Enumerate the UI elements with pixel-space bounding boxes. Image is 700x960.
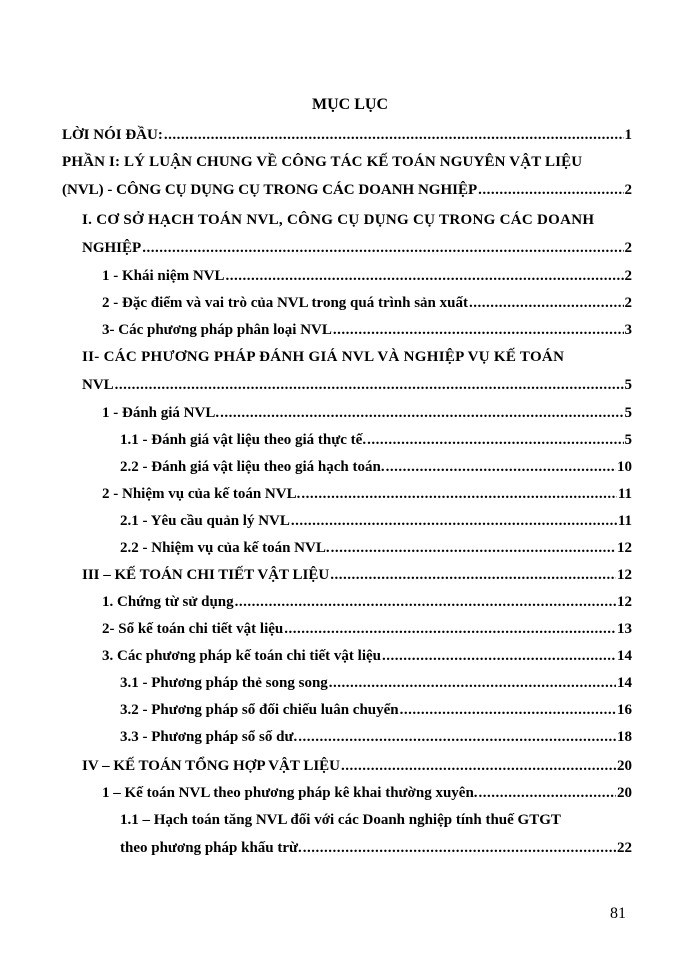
leader-dots xyxy=(220,404,623,422)
toc-page-number: 13 xyxy=(617,621,632,637)
toc-entry-3-1[interactable] xyxy=(102,593,632,611)
leader-dots xyxy=(330,566,616,584)
toc-entry-2-2[interactable] xyxy=(102,485,632,503)
toc-entry-4-1-1[interactable] xyxy=(120,811,632,857)
toc-entry-label: 3.2 - Phương pháp sổ đối chiếu luân chuyển xyxy=(120,702,399,718)
toc-entry-2-1-1[interactable] xyxy=(120,431,632,449)
toc-page-number: 12 xyxy=(617,567,632,583)
toc-entry-label: 3- Các phương pháp phân loại NVL xyxy=(102,322,332,338)
toc-entry-label: 1 – Kế toán NVL theo phương pháp kê khai thường xuyên. xyxy=(102,785,478,801)
toc-entry-1-2[interactable] xyxy=(102,294,632,312)
leader-dots xyxy=(115,376,624,394)
footer-page-number: 81 xyxy=(610,905,626,922)
leader-dots xyxy=(469,294,624,312)
toc-entry-label: 2 - Đặc điểm và vai trò của NVL trong quá trình sản xuất xyxy=(102,295,468,311)
toc-entry-3-3-3[interactable] xyxy=(120,728,632,746)
toc-entry-2-1[interactable] xyxy=(102,404,632,422)
toc-entry-label: 2- Sổ kế toán chi tiết vật liệu xyxy=(102,621,284,637)
toc-page-number: 3 xyxy=(624,322,632,338)
toc-page-number: 2 xyxy=(624,182,632,198)
toc-entry-label: PHẦN I: LÝ LUẬN CHUNG VỀ CÔNG TÁC KẾ TOÁN NGUYÊN VẬT LIỆU xyxy=(62,154,583,170)
toc-entry-label-cont: NVL xyxy=(82,377,114,393)
leader-dots xyxy=(479,784,616,802)
leader-dots xyxy=(235,593,616,611)
toc-page-number: 11 xyxy=(617,513,632,529)
toc-entry-label: 3.1 - Phương pháp thẻ song song xyxy=(120,675,328,691)
leader-dots xyxy=(164,126,624,144)
toc-entry-label-cont: theo phương pháp khấu trừ. xyxy=(120,840,302,856)
toc-entry-label: IV – KẾ TOÁN TỔNG HỢP VẬT LIỆU xyxy=(82,758,340,774)
leader-dots xyxy=(386,458,616,476)
toc-page-number: 5 xyxy=(624,405,632,421)
toc-entry-2-2-1[interactable] xyxy=(120,512,632,530)
toc-entry-label-cont: (NVL) - CÔNG CỤ DỤNG CỤ TRONG CÁC DOANH NGHIỆP xyxy=(62,182,478,198)
toc-entry-label: 2.2 - Nhiệm vụ của kế toán NVL. xyxy=(120,540,330,556)
toc-entry-3-3-2[interactable] xyxy=(120,701,632,719)
page-title: MỤC LỤC xyxy=(312,96,388,113)
toc-entry-3-3[interactable] xyxy=(102,647,632,665)
toc-entry-3-2[interactable] xyxy=(102,620,632,638)
leader-dots xyxy=(301,485,616,503)
leader-dots xyxy=(303,839,616,857)
toc-entry-4-1[interactable] xyxy=(102,784,632,802)
toc-entry-label: I. CƠ SỞ HẠCH TOÁN NVL, CÔNG CỤ DỤNG CỤ TRONG CÁC DOANH xyxy=(82,212,595,228)
toc-page-number: 2 xyxy=(624,240,632,256)
toc-entry-section-1[interactable] xyxy=(82,211,632,257)
toc-entry-label: 1 - Đánh giá NVL. xyxy=(102,405,220,421)
toc-page-number: 2 xyxy=(624,295,632,311)
toc-entry-label: 3. Các phương pháp kế toán chi tiết vật liệu xyxy=(102,648,382,664)
toc-entry-label: LỜI NÓI ĐẦU: xyxy=(62,127,163,143)
leader-dots xyxy=(382,647,616,665)
toc-page-number: 20 xyxy=(617,785,632,801)
toc-entry-label-cont: NGHIỆP xyxy=(82,240,142,256)
leader-dots xyxy=(341,757,616,775)
toc-entry-label: 3.3 - Phương pháp sổ số dư. xyxy=(120,729,298,745)
toc-entry-section-3[interactable] xyxy=(82,566,632,584)
toc-page-number: 12 xyxy=(617,540,632,556)
leader-dots xyxy=(329,674,616,692)
toc-page-number: 14 xyxy=(617,648,632,664)
toc-page-number: 1 xyxy=(624,127,632,143)
toc-entry-1-3[interactable] xyxy=(102,321,632,339)
toc-entry-label: 2.2 - Đánh giá vật liệu theo giá hạch toán. xyxy=(120,459,385,475)
toc-page-number: 22 xyxy=(617,840,632,856)
toc-entry-1-1[interactable] xyxy=(102,267,632,285)
toc-page-number: 10 xyxy=(617,459,632,475)
toc-entry-part-1[interactable] xyxy=(62,153,632,199)
leader-dots xyxy=(142,239,623,257)
leader-dots xyxy=(400,701,616,719)
leader-dots xyxy=(367,431,623,449)
toc-entry-2-1-2[interactable] xyxy=(120,458,632,476)
toc-page-number: 20 xyxy=(617,758,632,774)
toc-page-number: 11 xyxy=(617,486,632,502)
toc-entry-label: 2 - Nhiệm vụ của kế toán NVL. xyxy=(102,486,301,502)
toc-entry-label: 1 - Khái niệm NVL xyxy=(102,268,225,284)
leader-dots xyxy=(333,321,624,339)
toc-entry-preface[interactable] xyxy=(62,126,632,144)
leader-dots xyxy=(291,512,617,530)
toc-entry-label: 1.1 - Đánh giá vật liệu theo giá thực tế. xyxy=(120,432,367,448)
toc-page-number: 16 xyxy=(617,702,632,718)
toc-page-number: 5 xyxy=(624,377,632,393)
toc-page-number: 14 xyxy=(617,675,632,691)
toc-entry-label: II- CÁC PHƯƠNG PHÁP ĐÁNH GIÁ NVL VÀ NGHIỆP VỤ KẾ TOÁN xyxy=(82,349,565,365)
toc-entry-section-4[interactable] xyxy=(82,757,632,775)
toc-entry-label: 2.1 - Yêu cầu quản lý NVL xyxy=(120,513,290,529)
toc-entry-section-2[interactable] xyxy=(82,348,632,394)
toc-page-number: 12 xyxy=(617,594,632,610)
toc-entry-label: III – KẾ TOÁN CHI TIẾT VẬT LIỆU xyxy=(82,567,330,583)
toc-entry-label: 1. Chứng từ sử dụng xyxy=(102,594,234,610)
toc-entry-2-2-2[interactable] xyxy=(120,539,632,557)
toc-entry-label: 1.1 – Hạch toán tăng NVL đối với các Doanh nghiệp tính thuế GTGT xyxy=(120,812,561,828)
leader-dots xyxy=(298,728,616,746)
leader-dots xyxy=(226,267,624,285)
leader-dots xyxy=(284,620,616,638)
leader-dots xyxy=(331,539,616,557)
leader-dots xyxy=(478,181,623,199)
toc-entry-3-3-1[interactable] xyxy=(120,674,632,692)
toc-page-number: 2 xyxy=(624,268,632,284)
toc-page-number: 5 xyxy=(624,432,632,448)
toc-page-number: 18 xyxy=(617,729,632,745)
